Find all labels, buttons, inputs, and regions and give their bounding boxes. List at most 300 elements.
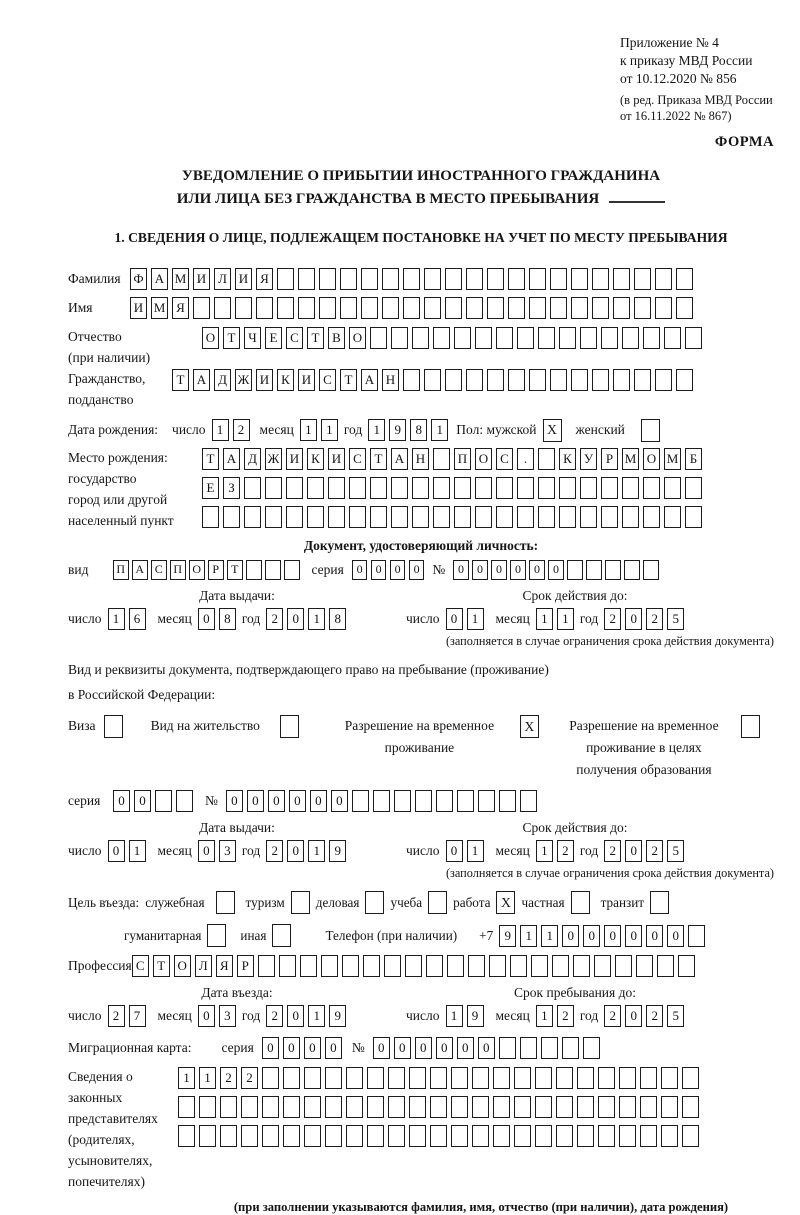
char-box[interactable]: 0: [667, 925, 684, 947]
char-box[interactable]: 0: [510, 560, 526, 580]
char-box[interactable]: [478, 790, 495, 812]
char-box[interactable]: [529, 268, 546, 290]
char-box[interactable]: [244, 477, 261, 499]
checkbox-female[interactable]: [641, 419, 660, 442]
char-box[interactable]: [517, 506, 534, 528]
char-box[interactable]: [370, 506, 387, 528]
char-box[interactable]: [384, 955, 401, 977]
char-box[interactable]: [403, 268, 420, 290]
char-box[interactable]: [405, 955, 422, 977]
char-box[interactable]: [475, 327, 492, 349]
char-box[interactable]: 0: [409, 560, 425, 580]
char-box[interactable]: 2: [108, 1005, 125, 1027]
char-box[interactable]: [451, 1067, 468, 1089]
char-box[interactable]: Т: [307, 327, 324, 349]
char-box[interactable]: [592, 268, 609, 290]
char-box[interactable]: [634, 297, 651, 319]
char-box[interactable]: 0: [472, 560, 488, 580]
char-box[interactable]: [199, 1125, 216, 1147]
char-box[interactable]: [676, 268, 693, 290]
char-box[interactable]: 1: [308, 1005, 325, 1027]
char-box[interactable]: 0: [625, 1005, 642, 1027]
char-box[interactable]: [664, 477, 681, 499]
char-box[interactable]: [496, 327, 513, 349]
char-box[interactable]: [178, 1125, 195, 1147]
char-box[interactable]: [514, 1067, 531, 1089]
char-box[interactable]: [433, 477, 450, 499]
char-box[interactable]: Е: [202, 477, 219, 499]
checkbox-purpose-other[interactable]: [272, 924, 291, 947]
char-box[interactable]: [598, 1096, 615, 1118]
char-box[interactable]: [277, 297, 294, 319]
char-box[interactable]: 6: [129, 608, 146, 630]
char-box[interactable]: [601, 506, 618, 528]
char-box[interactable]: [454, 327, 471, 349]
char-box[interactable]: 1: [536, 1005, 553, 1027]
char-box[interactable]: А: [193, 369, 210, 391]
char-box[interactable]: [388, 1067, 405, 1089]
checkbox-visa[interactable]: [104, 715, 123, 738]
char-box[interactable]: [619, 1125, 636, 1147]
checkbox-purpose-business[interactable]: [365, 891, 384, 914]
char-box[interactable]: 0: [453, 560, 469, 580]
char-box[interactable]: 0: [287, 840, 304, 862]
char-box[interactable]: [340, 268, 357, 290]
char-box[interactable]: [342, 955, 359, 977]
char-box[interactable]: 0: [304, 1037, 321, 1059]
char-box[interactable]: [472, 1125, 489, 1147]
char-box[interactable]: [325, 1067, 342, 1089]
char-box[interactable]: 0: [625, 925, 642, 947]
char-box[interactable]: [529, 297, 546, 319]
char-box[interactable]: [624, 560, 640, 580]
char-box[interactable]: 0: [287, 1005, 304, 1027]
char-box[interactable]: 0: [548, 560, 564, 580]
char-box[interactable]: [382, 268, 399, 290]
char-box[interactable]: [328, 477, 345, 499]
char-box[interactable]: [391, 477, 408, 499]
char-box[interactable]: [499, 790, 516, 812]
char-box[interactable]: [394, 790, 411, 812]
char-box[interactable]: [601, 477, 618, 499]
char-box[interactable]: [325, 1096, 342, 1118]
char-box[interactable]: И: [256, 369, 273, 391]
char-box[interactable]: [571, 369, 588, 391]
char-box[interactable]: [472, 1096, 489, 1118]
char-box[interactable]: Т: [172, 369, 189, 391]
char-box[interactable]: О: [174, 955, 191, 977]
char-box[interactable]: 2: [266, 840, 283, 862]
char-box[interactable]: 0: [478, 1037, 495, 1059]
char-box[interactable]: 1: [446, 1005, 463, 1027]
char-box[interactable]: [496, 506, 513, 528]
char-box[interactable]: [277, 268, 294, 290]
char-box[interactable]: [403, 369, 420, 391]
char-box[interactable]: [552, 955, 569, 977]
char-box[interactable]: [361, 268, 378, 290]
char-box[interactable]: [657, 955, 674, 977]
char-box[interactable]: [283, 1096, 300, 1118]
char-box[interactable]: 1: [300, 419, 317, 441]
char-box[interactable]: Д: [214, 369, 231, 391]
char-box[interactable]: 0: [394, 1037, 411, 1059]
char-box[interactable]: [538, 448, 555, 470]
char-box[interactable]: [487, 268, 504, 290]
char-box[interactable]: [583, 1037, 600, 1059]
char-box[interactable]: [433, 506, 450, 528]
char-box[interactable]: [382, 297, 399, 319]
char-box[interactable]: [412, 506, 429, 528]
char-box[interactable]: [613, 268, 630, 290]
char-box[interactable]: [535, 1067, 552, 1089]
char-box[interactable]: [685, 477, 702, 499]
char-box[interactable]: [176, 790, 193, 812]
char-box[interactable]: [223, 506, 240, 528]
char-box[interactable]: [643, 560, 659, 580]
char-box[interactable]: Л: [195, 955, 212, 977]
char-box[interactable]: [580, 506, 597, 528]
char-box[interactable]: [284, 560, 300, 580]
char-box[interactable]: [559, 506, 576, 528]
char-box[interactable]: [412, 477, 429, 499]
char-box[interactable]: [307, 477, 324, 499]
char-box[interactable]: 0: [446, 840, 463, 862]
char-box[interactable]: С: [132, 955, 149, 977]
char-box[interactable]: 2: [646, 840, 663, 862]
char-box[interactable]: Т: [223, 327, 240, 349]
char-box[interactable]: [258, 955, 275, 977]
char-box[interactable]: [538, 506, 555, 528]
char-box[interactable]: О: [475, 448, 492, 470]
char-box[interactable]: А: [151, 268, 168, 290]
char-box[interactable]: [550, 297, 567, 319]
char-box[interactable]: [636, 955, 653, 977]
char-box[interactable]: 0: [390, 560, 406, 580]
checkbox-residence-permit[interactable]: [280, 715, 299, 738]
char-box[interactable]: С: [151, 560, 167, 580]
char-box[interactable]: [571, 268, 588, 290]
checkbox-purpose-official[interactable]: [216, 891, 235, 914]
char-box[interactable]: [454, 477, 471, 499]
char-box[interactable]: [664, 506, 681, 528]
char-box[interactable]: П: [113, 560, 129, 580]
char-box[interactable]: 2: [646, 1005, 663, 1027]
char-box[interactable]: 0: [562, 925, 579, 947]
char-box[interactable]: [262, 1096, 279, 1118]
char-box[interactable]: [559, 327, 576, 349]
char-box[interactable]: [496, 477, 513, 499]
char-box[interactable]: [445, 297, 462, 319]
char-box[interactable]: 0: [625, 608, 642, 630]
char-box[interactable]: 0: [604, 925, 621, 947]
char-box[interactable]: 2: [241, 1067, 258, 1089]
char-box[interactable]: [370, 477, 387, 499]
char-box[interactable]: [598, 1125, 615, 1147]
char-box[interactable]: 1: [199, 1067, 216, 1089]
char-box[interactable]: [409, 1096, 426, 1118]
char-box[interactable]: А: [223, 448, 240, 470]
char-box[interactable]: Н: [382, 369, 399, 391]
char-box[interactable]: С: [286, 327, 303, 349]
char-box[interactable]: [508, 268, 525, 290]
char-box[interactable]: [613, 297, 630, 319]
char-box[interactable]: [361, 297, 378, 319]
char-box[interactable]: Т: [370, 448, 387, 470]
char-box[interactable]: [445, 369, 462, 391]
char-box[interactable]: Л: [214, 268, 231, 290]
char-box[interactable]: [538, 327, 555, 349]
char-box[interactable]: 0: [371, 560, 387, 580]
char-box[interactable]: А: [361, 369, 378, 391]
char-box[interactable]: В: [328, 327, 345, 349]
char-box[interactable]: О: [202, 327, 219, 349]
char-box[interactable]: [517, 477, 534, 499]
char-box[interactable]: 5: [667, 840, 684, 862]
char-box[interactable]: 2: [266, 608, 283, 630]
char-box[interactable]: [457, 790, 474, 812]
char-box[interactable]: 0: [108, 840, 125, 862]
char-box[interactable]: [655, 369, 672, 391]
char-box[interactable]: [415, 790, 432, 812]
char-box[interactable]: [367, 1125, 384, 1147]
char-box[interactable]: [193, 297, 210, 319]
char-box[interactable]: [688, 925, 705, 947]
char-box[interactable]: [643, 506, 660, 528]
char-box[interactable]: [304, 1125, 321, 1147]
char-box[interactable]: [676, 369, 693, 391]
char-box[interactable]: С: [319, 369, 336, 391]
char-box[interactable]: [613, 369, 630, 391]
char-box[interactable]: [556, 1125, 573, 1147]
char-box[interactable]: А: [132, 560, 148, 580]
char-box[interactable]: [475, 477, 492, 499]
char-box[interactable]: К: [559, 448, 576, 470]
char-box[interactable]: 1: [321, 419, 338, 441]
checkbox-education-permit[interactable]: [741, 715, 760, 738]
char-box[interactable]: 3: [219, 840, 236, 862]
char-box[interactable]: [487, 297, 504, 319]
char-box[interactable]: [220, 1096, 237, 1118]
char-box[interactable]: 0: [289, 790, 306, 812]
char-box[interactable]: 0: [226, 790, 243, 812]
char-box[interactable]: 0: [583, 925, 600, 947]
char-box[interactable]: [605, 560, 621, 580]
char-box[interactable]: [433, 327, 450, 349]
char-box[interactable]: [279, 955, 296, 977]
char-box[interactable]: [349, 477, 366, 499]
char-box[interactable]: [499, 1037, 516, 1059]
char-box[interactable]: [436, 790, 453, 812]
char-box[interactable]: [682, 1125, 699, 1147]
char-box[interactable]: [514, 1125, 531, 1147]
char-box[interactable]: П: [454, 448, 471, 470]
char-box[interactable]: Ф: [130, 268, 147, 290]
char-box[interactable]: [466, 369, 483, 391]
char-box[interactable]: [640, 1096, 657, 1118]
char-box[interactable]: С: [349, 448, 366, 470]
char-box[interactable]: 1: [308, 840, 325, 862]
char-box[interactable]: 1: [308, 608, 325, 630]
char-box[interactable]: 2: [604, 840, 621, 862]
char-box[interactable]: [424, 297, 441, 319]
char-box[interactable]: 1: [541, 925, 558, 947]
char-box[interactable]: 1: [536, 608, 553, 630]
char-box[interactable]: 9: [329, 840, 346, 862]
char-box[interactable]: [634, 369, 651, 391]
char-box[interactable]: 0: [287, 608, 304, 630]
char-box[interactable]: 0: [247, 790, 264, 812]
char-box[interactable]: Ж: [265, 448, 282, 470]
char-box[interactable]: [451, 1096, 468, 1118]
char-box[interactable]: Р: [237, 955, 254, 977]
char-box[interactable]: [298, 268, 315, 290]
char-box[interactable]: [592, 297, 609, 319]
char-box[interactable]: [340, 297, 357, 319]
char-box[interactable]: [678, 955, 695, 977]
char-box[interactable]: М: [172, 268, 189, 290]
char-box[interactable]: [370, 327, 387, 349]
char-box[interactable]: [640, 1067, 657, 1089]
char-box[interactable]: [388, 1096, 405, 1118]
char-box[interactable]: 0: [113, 790, 130, 812]
char-box[interactable]: [580, 327, 597, 349]
char-box[interactable]: 0: [646, 925, 663, 947]
char-box[interactable]: [475, 506, 492, 528]
char-box[interactable]: [346, 1125, 363, 1147]
char-box[interactable]: И: [193, 268, 210, 290]
char-box[interactable]: [454, 506, 471, 528]
char-box[interactable]: [433, 448, 450, 470]
char-box[interactable]: 1: [108, 608, 125, 630]
char-box[interactable]: [493, 1096, 510, 1118]
char-box[interactable]: [283, 1125, 300, 1147]
char-box[interactable]: И: [235, 268, 252, 290]
char-box[interactable]: [510, 955, 527, 977]
char-box[interactable]: [538, 477, 555, 499]
char-box[interactable]: О: [189, 560, 205, 580]
char-box[interactable]: [430, 1067, 447, 1089]
char-box[interactable]: З: [223, 477, 240, 499]
char-box[interactable]: [265, 506, 282, 528]
char-box[interactable]: 2: [604, 1005, 621, 1027]
char-box[interactable]: [640, 1125, 657, 1147]
char-box[interactable]: 0: [198, 608, 215, 630]
char-box[interactable]: Я: [216, 955, 233, 977]
checkbox-male[interactable]: X: [543, 419, 562, 442]
char-box[interactable]: [307, 506, 324, 528]
char-box[interactable]: 1: [520, 925, 537, 947]
char-box[interactable]: О: [349, 327, 366, 349]
char-box[interactable]: [286, 477, 303, 499]
char-box[interactable]: 0: [625, 840, 642, 862]
char-box[interactable]: [424, 369, 441, 391]
char-box[interactable]: 0: [268, 790, 285, 812]
char-box[interactable]: 0: [198, 1005, 215, 1027]
char-box[interactable]: [426, 955, 443, 977]
char-box[interactable]: 2: [233, 419, 250, 441]
char-box[interactable]: 0: [436, 1037, 453, 1059]
char-box[interactable]: 1: [557, 608, 574, 630]
char-box[interactable]: [325, 1125, 342, 1147]
char-box[interactable]: 1: [467, 608, 484, 630]
char-box[interactable]: К: [307, 448, 324, 470]
char-box[interactable]: Д: [244, 448, 261, 470]
char-box[interactable]: Я: [172, 297, 189, 319]
char-box[interactable]: П: [170, 560, 186, 580]
char-box[interactable]: О: [643, 448, 660, 470]
checkbox-temporary-permit[interactable]: X: [520, 715, 539, 738]
char-box[interactable]: [529, 369, 546, 391]
char-box[interactable]: Ж: [235, 369, 252, 391]
char-box[interactable]: 1: [467, 840, 484, 862]
char-box[interactable]: [346, 1067, 363, 1089]
char-box[interactable]: [682, 1096, 699, 1118]
char-box[interactable]: 2: [266, 1005, 283, 1027]
char-box[interactable]: Т: [202, 448, 219, 470]
char-box[interactable]: 0: [262, 1037, 279, 1059]
char-box[interactable]: [262, 1125, 279, 1147]
char-box[interactable]: [352, 790, 369, 812]
char-box[interactable]: 0: [331, 790, 348, 812]
char-box[interactable]: И: [328, 448, 345, 470]
char-box[interactable]: [241, 1125, 258, 1147]
char-box[interactable]: [220, 1125, 237, 1147]
char-box[interactable]: [535, 1096, 552, 1118]
char-box[interactable]: [508, 297, 525, 319]
char-box[interactable]: [634, 268, 651, 290]
checkbox-purpose-transit[interactable]: [650, 891, 669, 914]
char-box[interactable]: [580, 477, 597, 499]
char-box[interactable]: [586, 560, 602, 580]
checkbox-purpose-humanitarian[interactable]: [207, 924, 226, 947]
checkbox-purpose-study[interactable]: [428, 891, 447, 914]
char-box[interactable]: [655, 268, 672, 290]
char-box[interactable]: [489, 955, 506, 977]
char-box[interactable]: [321, 955, 338, 977]
char-box[interactable]: 1: [431, 419, 448, 441]
char-box[interactable]: К: [277, 369, 294, 391]
checkbox-purpose-tourism[interactable]: [291, 891, 310, 914]
char-box[interactable]: М: [151, 297, 168, 319]
char-box[interactable]: [550, 369, 567, 391]
char-box[interactable]: [493, 1067, 510, 1089]
char-box[interactable]: 2: [604, 608, 621, 630]
char-box[interactable]: И: [298, 369, 315, 391]
char-box[interactable]: [573, 955, 590, 977]
char-box[interactable]: [265, 477, 282, 499]
char-box[interactable]: [622, 477, 639, 499]
char-box[interactable]: [367, 1096, 384, 1118]
char-box[interactable]: 3: [219, 1005, 236, 1027]
char-box[interactable]: [412, 327, 429, 349]
char-box[interactable]: [598, 1067, 615, 1089]
char-box[interactable]: Р: [208, 560, 224, 580]
char-box[interactable]: 9: [329, 1005, 346, 1027]
char-box[interactable]: 0: [283, 1037, 300, 1059]
char-box[interactable]: [562, 1037, 579, 1059]
char-box[interactable]: [178, 1096, 195, 1118]
char-box[interactable]: [319, 268, 336, 290]
char-box[interactable]: 0: [446, 608, 463, 630]
char-box[interactable]: [531, 955, 548, 977]
char-box[interactable]: [615, 955, 632, 977]
char-box[interactable]: [567, 560, 583, 580]
char-box[interactable]: 1: [212, 419, 229, 441]
char-box[interactable]: [550, 268, 567, 290]
char-box[interactable]: Е: [265, 327, 282, 349]
char-box[interactable]: 2: [220, 1067, 237, 1089]
char-box[interactable]: 0: [491, 560, 507, 580]
